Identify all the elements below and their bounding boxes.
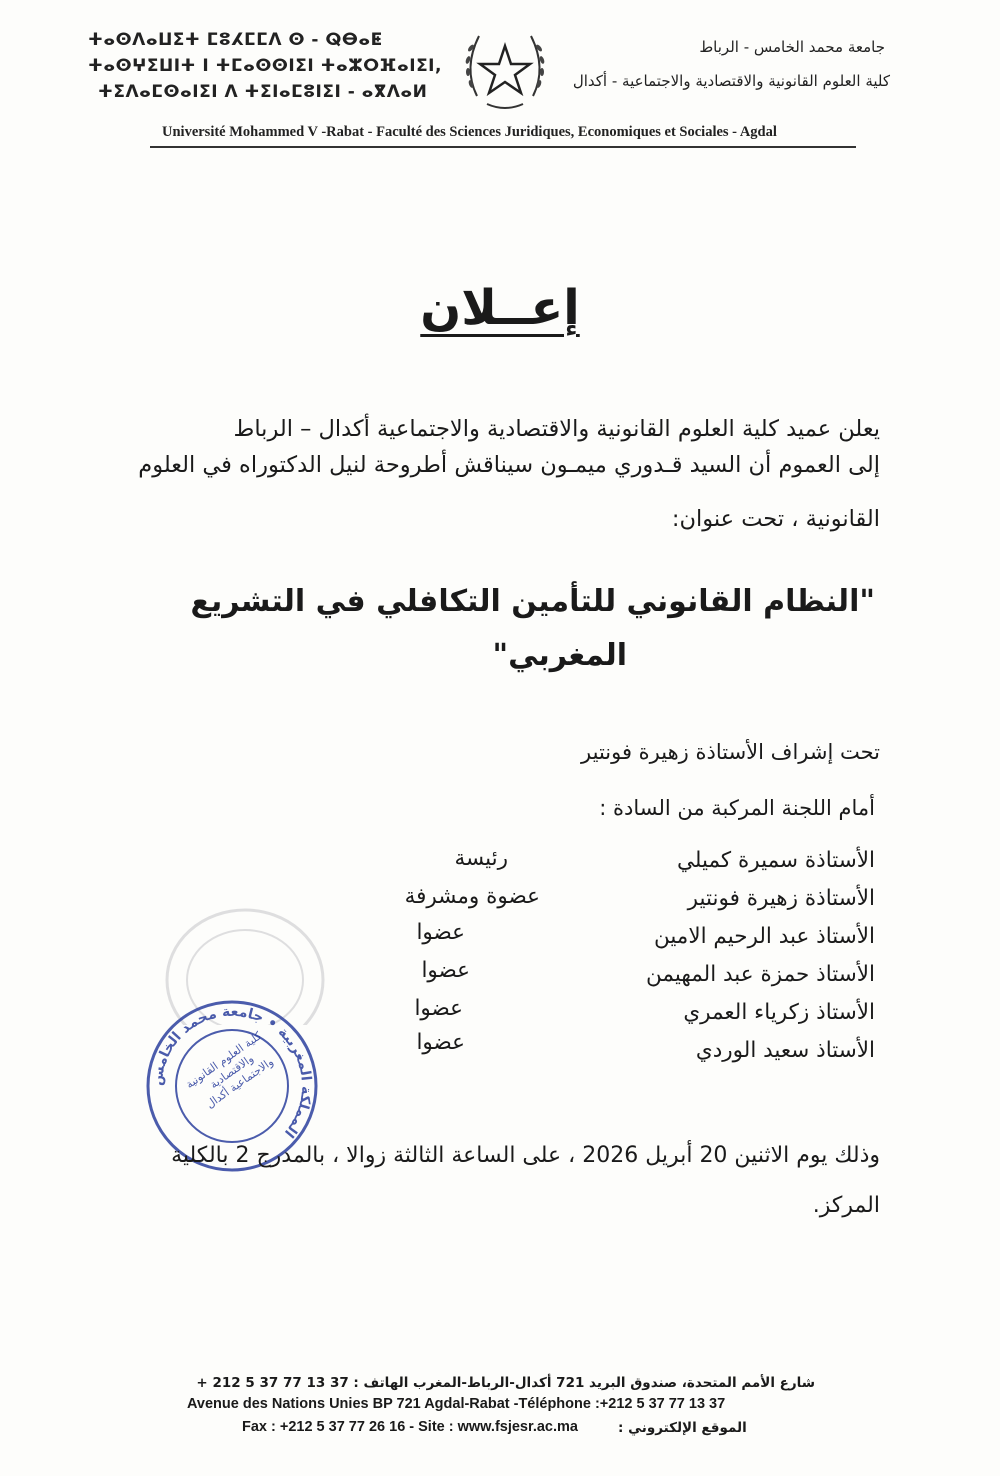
thesis-title-line-2: المغربي" [492,638,627,673]
intro-line-1: يعلن عميد كلية العلوم القانونية والاقتصادية والاجتماعية أكدال – الرباط [233,416,880,442]
committee-member-role: رئيسة [454,846,508,871]
committee-member-name: الأستاذ سعيد الوردي [695,1038,875,1063]
footer-fax-site: Fax : +212 5 37 77 26 16 - Site : www.fsjesr.ac.ma [242,1419,578,1435]
committee-member-name: الأستاذة زهيرة فونتير [687,886,875,911]
schedule-line-2: المركز. [812,1193,880,1218]
committee-member-role: عضوة ومشرفة [404,884,540,909]
thesis-title-line-1: "النظام القانوني للتأمين التكافلي في التشريع [190,584,875,619]
tifinagh-line-2: ⵜⴰⵙⵖⵉⵡⵏⵜ ⵏ ⵜⵎⴰⵙⵙⵏⵉⵏ ⵜⴰⵣⵔⴼⴰⵏⵉⵏ, [88,56,442,76]
french-subtitle: Université Mohammed V -Rabat - Faculté des Sciences Juridiques, Economiques et Sociales - Agdal [162,124,777,140]
committee-member-role: عضوا [421,958,470,983]
supervision-line: تحت إشراف الأستاذة زهيرة فونتير [581,740,880,764]
tifinagh-line-1: ⵜⴰⵙⴷⴰⵡⵉⵜ ⵎⵓⵃⵎⵎⴷ ⵙ - ⵕⴱⴰⵟ [88,30,383,50]
footer-address-ar: شارع الأمم المتحدة، صندوق البريد 721 أكدال-الرباط-المغرب الهاتف : 37 13 77 37 5 212 + [196,1375,815,1391]
committee-intro: أمام اللجنة المركبة من السادة : [599,796,875,820]
stamp-inner-text: كلية العلوم القانونية والاقتصادية والاجتماعية أكدال [183,1029,276,1112]
stamp-outer-text: المملكة المغربية • جامعة محمد الخامس [149,1003,315,1141]
footer-website-label-ar: الموقع الإلكتروني : [618,1420,747,1436]
faculty-name-ar: كلية العلوم القانونية والاقتصادية والاجتماعية - أكدال [572,72,890,90]
intro-line-2: إلى العموم أن السيد قـدوري ميمـون سيناقش أطروحة لنيل الدكتوراه في العلوم [138,452,880,478]
coat-of-arms-emblem [455,18,555,118]
committee-member-role: عضوا [416,920,465,945]
university-name-ar: جامعة محمد الخامس - الرباط [699,38,885,56]
header-divider [150,146,856,148]
committee-member-name: الأستاذ عبد الرحيم الامين [653,924,875,949]
tifinagh-line-3: ⵜⵉⴷⴰⵎⵙⴰⵏⵉⵏ ⴷ ⵜⵉⵏⴰⵎⵓⵏⵉⵏ - ⴰⴳⴷⴰⵍ [98,82,428,102]
page-title: إعــلان [420,280,580,336]
committee-member-role: عضوا [414,996,463,1021]
intro-line-3: القانونية ، تحت عنوان: [671,506,880,532]
committee-member-name: الأستاذ زكرياء العمري [683,1000,875,1025]
committee-member-name: الأستاذ حمزة عبد المهيمن [646,962,875,987]
committee-member-role: عضوا [416,1030,465,1055]
star-wreath-icon [455,18,555,118]
committee-member-name: الأستاذة سميرة كميلي [676,848,875,873]
footer-address-fr: Avenue des Nations Unies BP 721 Agdal-Rabat -Téléphone :+212 5 37 77 13 37 [187,1396,726,1412]
schedule-line-1: وذلك يوم الاثنين 20 أبريل 2026 ، على الساعة الثالثة زوالا ، بالمدرج 2 بالكلية [171,1143,880,1168]
